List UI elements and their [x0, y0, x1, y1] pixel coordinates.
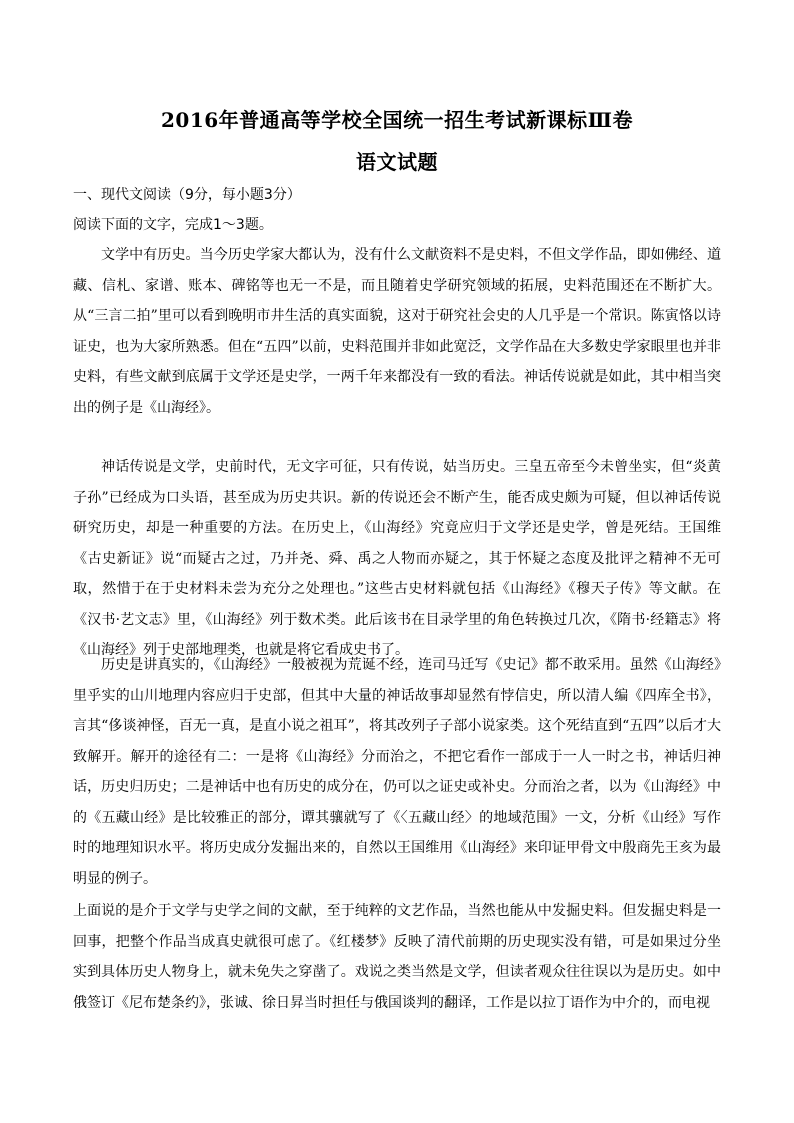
- page-subtitle: 语文试题: [356, 150, 438, 174]
- page-title: 2016年普通高等学校全国统一招生考试新课标Ⅲ卷: [160, 108, 634, 132]
- passage-paragraph-3: 历史是讲真实的，《山海经》一般被视为荒诞不经，连司马迁写《史记》都不敢采用。虽然《山海经》里乎实的山川地理内容应归于史部，但其中大量的神话故事却显然有悖信史，所以清人编《四库全书》，言其“侈谈神怪，百无一真，是直小说之祖耳”，将其改列子子部小说家类。这个死结直到“五四”以后才大致解开。解开的途径有二：一是将《山海经》分而治之，不把它看作一部成于一人一时之书，神话归神话，历史归历史；二是神话中也有历史的成分在，仍可以之证史或补史。分而治之者，以为《山海经》中的《五藏山经》是比较雅正的部分，谭其骧就写了《〈五藏山经〉的地域范围》一文，分析《山经》写作时的地理知识水平。将历史成分发掘出来的，自然以王国维用《山海经》来印证甲骨文中殷商先王亥为最明显的例子。: [73, 657, 721, 887]
- reading-instruction: 阅读下面的文字，完成1～3题。: [73, 217, 273, 233]
- passage-paragraph-4: 上面说的是介于文学与史学之间的文献，至于纯粹的文艺作品，当然也能从中发掘史料。但发掘史料是一回事，把整个作品当成真史就很可虑了。《红楼梦》反映了清代前期的历史现实没有错，可是如果过分坐实到具体历史人物身上，就未免失之穿凿了。戏说之类当然是文学，但读者观众往往误以为是历史。如中俄签订《尼布楚条约》，张诚、徐日昇当时担任与俄国谈判的翻译，工作是以拉丁语作为中介的，而电视: [73, 903, 721, 1011]
- passage-paragraph-2: 神话传说是文学，史前时代，无文字可征，只有传说，姑当历史。三皇五帝至今未曾坐实，但“炎黄子孙”已经成为口头语，甚至成为历史共识。新的传说还会不断产生，能否成史颇为可疑，但以神话传说研究历史，却是一种重要的方法。在历史上，《山海经》究竟应归于文学还是史学，曾是死结。王国维《古史新证》说“而疑古之过，乃并尧、舜、禹之人物而亦疑之，其于怀疑之态度及批评之精神不无可取，然惜于在于史材料未尝为充分之处理也。”这些古史材料就包括《山海经》《穆天子传》等文献。在《汉书·艺文志》里，《山海经》列于数术类。此后该书在目录学里的角色转换过几次，《隋书·经籍志》将《山海经》列于史部地理类，也就是将它看成史书了。: [73, 459, 721, 658]
- section-heading: 一、现代文阅读（9分，每小题3分）: [73, 187, 301, 203]
- passage-paragraph-1: 文学中有历史。当今历史学家大都认为，没有什么文献资料不是史料，不但文学作品，即如佛经、道藏、信札、家谱、账本、碑铭等也无一不是，而且随着史学研究领域的拓展，史料范围还在不断扩大。从“三言二拍”里可以看到晚明市井生活的真实面貌，这对于研究社会史的人几乎是一个常识。陈寅恪以诗证史，也为大家所熟悉。但在“五四”以前，史料范围并非如此宽泛，文学作品在大多数史学家眼里也并非史料，有些文献到底属于文学还是史学，一两千年来都没有一致的看法。神话传说就是如此，其中相当突出的例子是《山海经》。: [73, 247, 721, 416]
